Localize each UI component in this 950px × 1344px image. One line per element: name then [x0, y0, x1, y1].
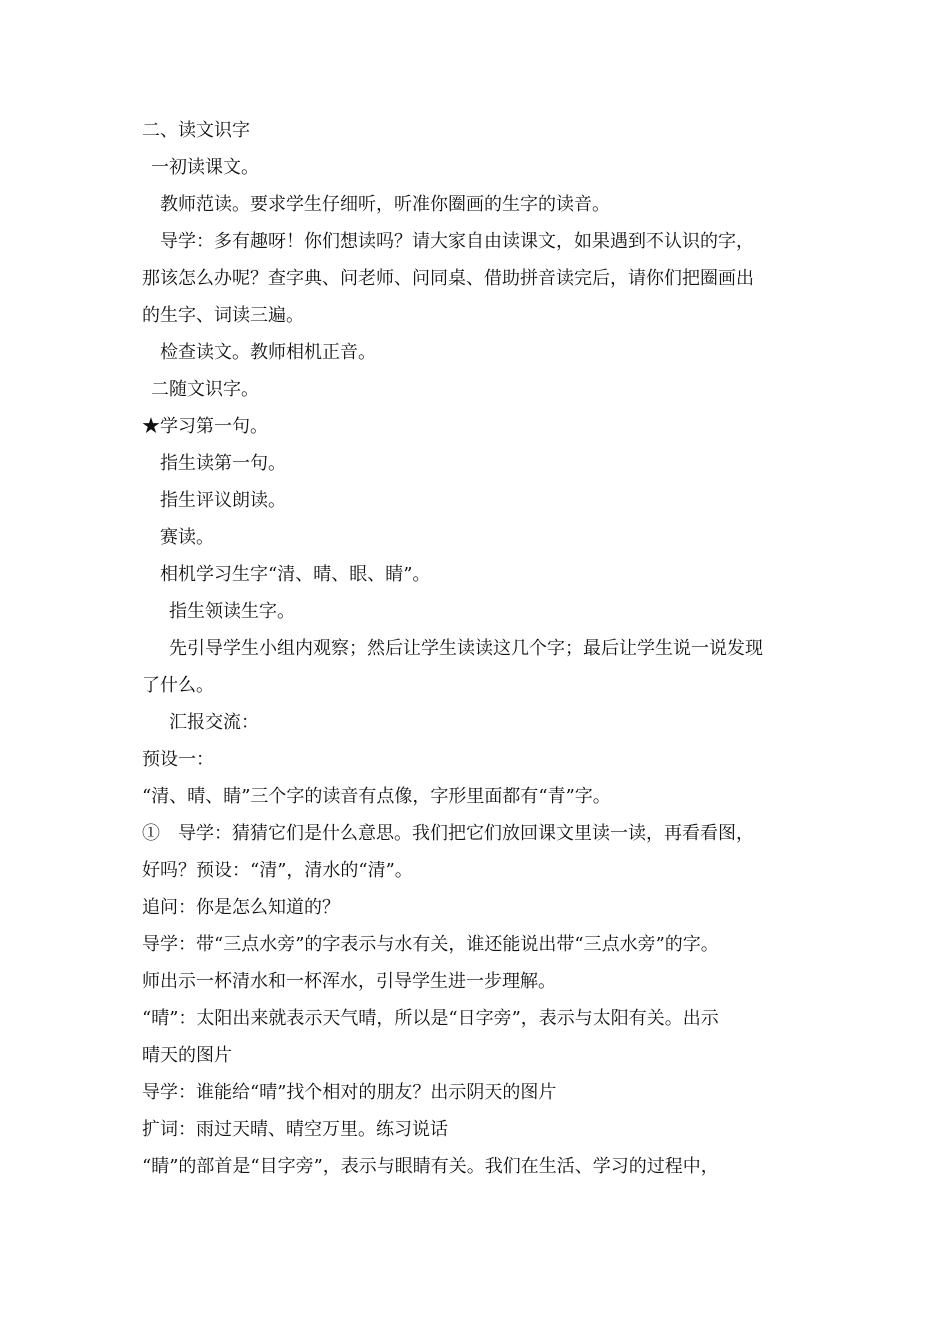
paragraph-line: ★学习第一句。 [142, 416, 268, 437]
paragraph-line: “清、晴、睛”三个字的读音有点像，字形里面都有“青”字。 [142, 786, 611, 807]
paragraph-line: ① 导学：猜猜它们是什么意思。我们把它们放回课文里读一读，再看看图， [142, 823, 754, 844]
paragraph-line: “睛”的部首是“目字旁”，表示与眼睛有关。我们在生活、学习的过程中， [142, 1156, 719, 1177]
section-heading: 二、读文识字 [142, 120, 250, 141]
paragraph-line: 相机学习生字“清、晴、眼、睛”。 [160, 564, 431, 585]
paragraph-line: 检查读文。教师相机正音。 [160, 342, 376, 363]
paragraph-line: 指生读第一句。 [160, 453, 286, 474]
paragraph-line: 那该怎么办呢？查字典、问老师、问同桌、借助拼音读完后，请你们把圈画出 [142, 268, 754, 289]
subsection-heading: 二随文识字。 [151, 379, 259, 400]
paragraph-line: 晴天的图片 [142, 1045, 232, 1066]
paragraph-line: 指生评议朗读。 [160, 490, 286, 511]
paragraph-line: 教师范读。要求学生仔细听，听准你圈画的生字的读音。 [160, 194, 610, 215]
paragraph-line: 追问：你是怎么知道的？ [142, 897, 340, 918]
paragraph-line: 导学：多有趣呀！你们想读吗？请大家自由读课文，如果遇到不认识的字， [160, 231, 754, 252]
paragraph-line: “晴”：太阳出来就表示天气晴，所以是“日字旁”，表示与太阳有关。出示 [142, 1008, 719, 1029]
paragraph-line: 师出示一杯清水和一杯浑水，引导学生进一步理解。 [142, 971, 556, 992]
subsection-heading: 一初读课文。 [151, 157, 259, 178]
paragraph-line: 汇报交流： [169, 712, 259, 733]
paragraph-line: 了什么。 [142, 675, 214, 696]
paragraph-line: 预设一： [142, 749, 214, 770]
document-body [142, 112, 812, 1185]
paragraph-line: 指生领读生字。 [169, 601, 295, 622]
paragraph-line: 赛读。 [160, 527, 214, 548]
paragraph-line: 导学：谁能给“晴”找个相对的朋友？出示阴天的图片 [142, 1082, 557, 1103]
paragraph-line: 先引导学生小组内观察；然后让学生读读这几个字；最后让学生说一说发现 [169, 638, 763, 659]
paragraph-line: 的生字、词读三遍。 [142, 305, 304, 326]
paragraph-line: 导学：带“三点水旁”的字表示与水有关，谁还能说出带“三点水旁”的字。 [142, 934, 719, 955]
paragraph-line: 扩词：雨过天晴、晴空万里。练习说话 [142, 1119, 448, 1140]
paragraph-line: 好吗？预设：“清”，清水的“清”。 [142, 860, 413, 881]
